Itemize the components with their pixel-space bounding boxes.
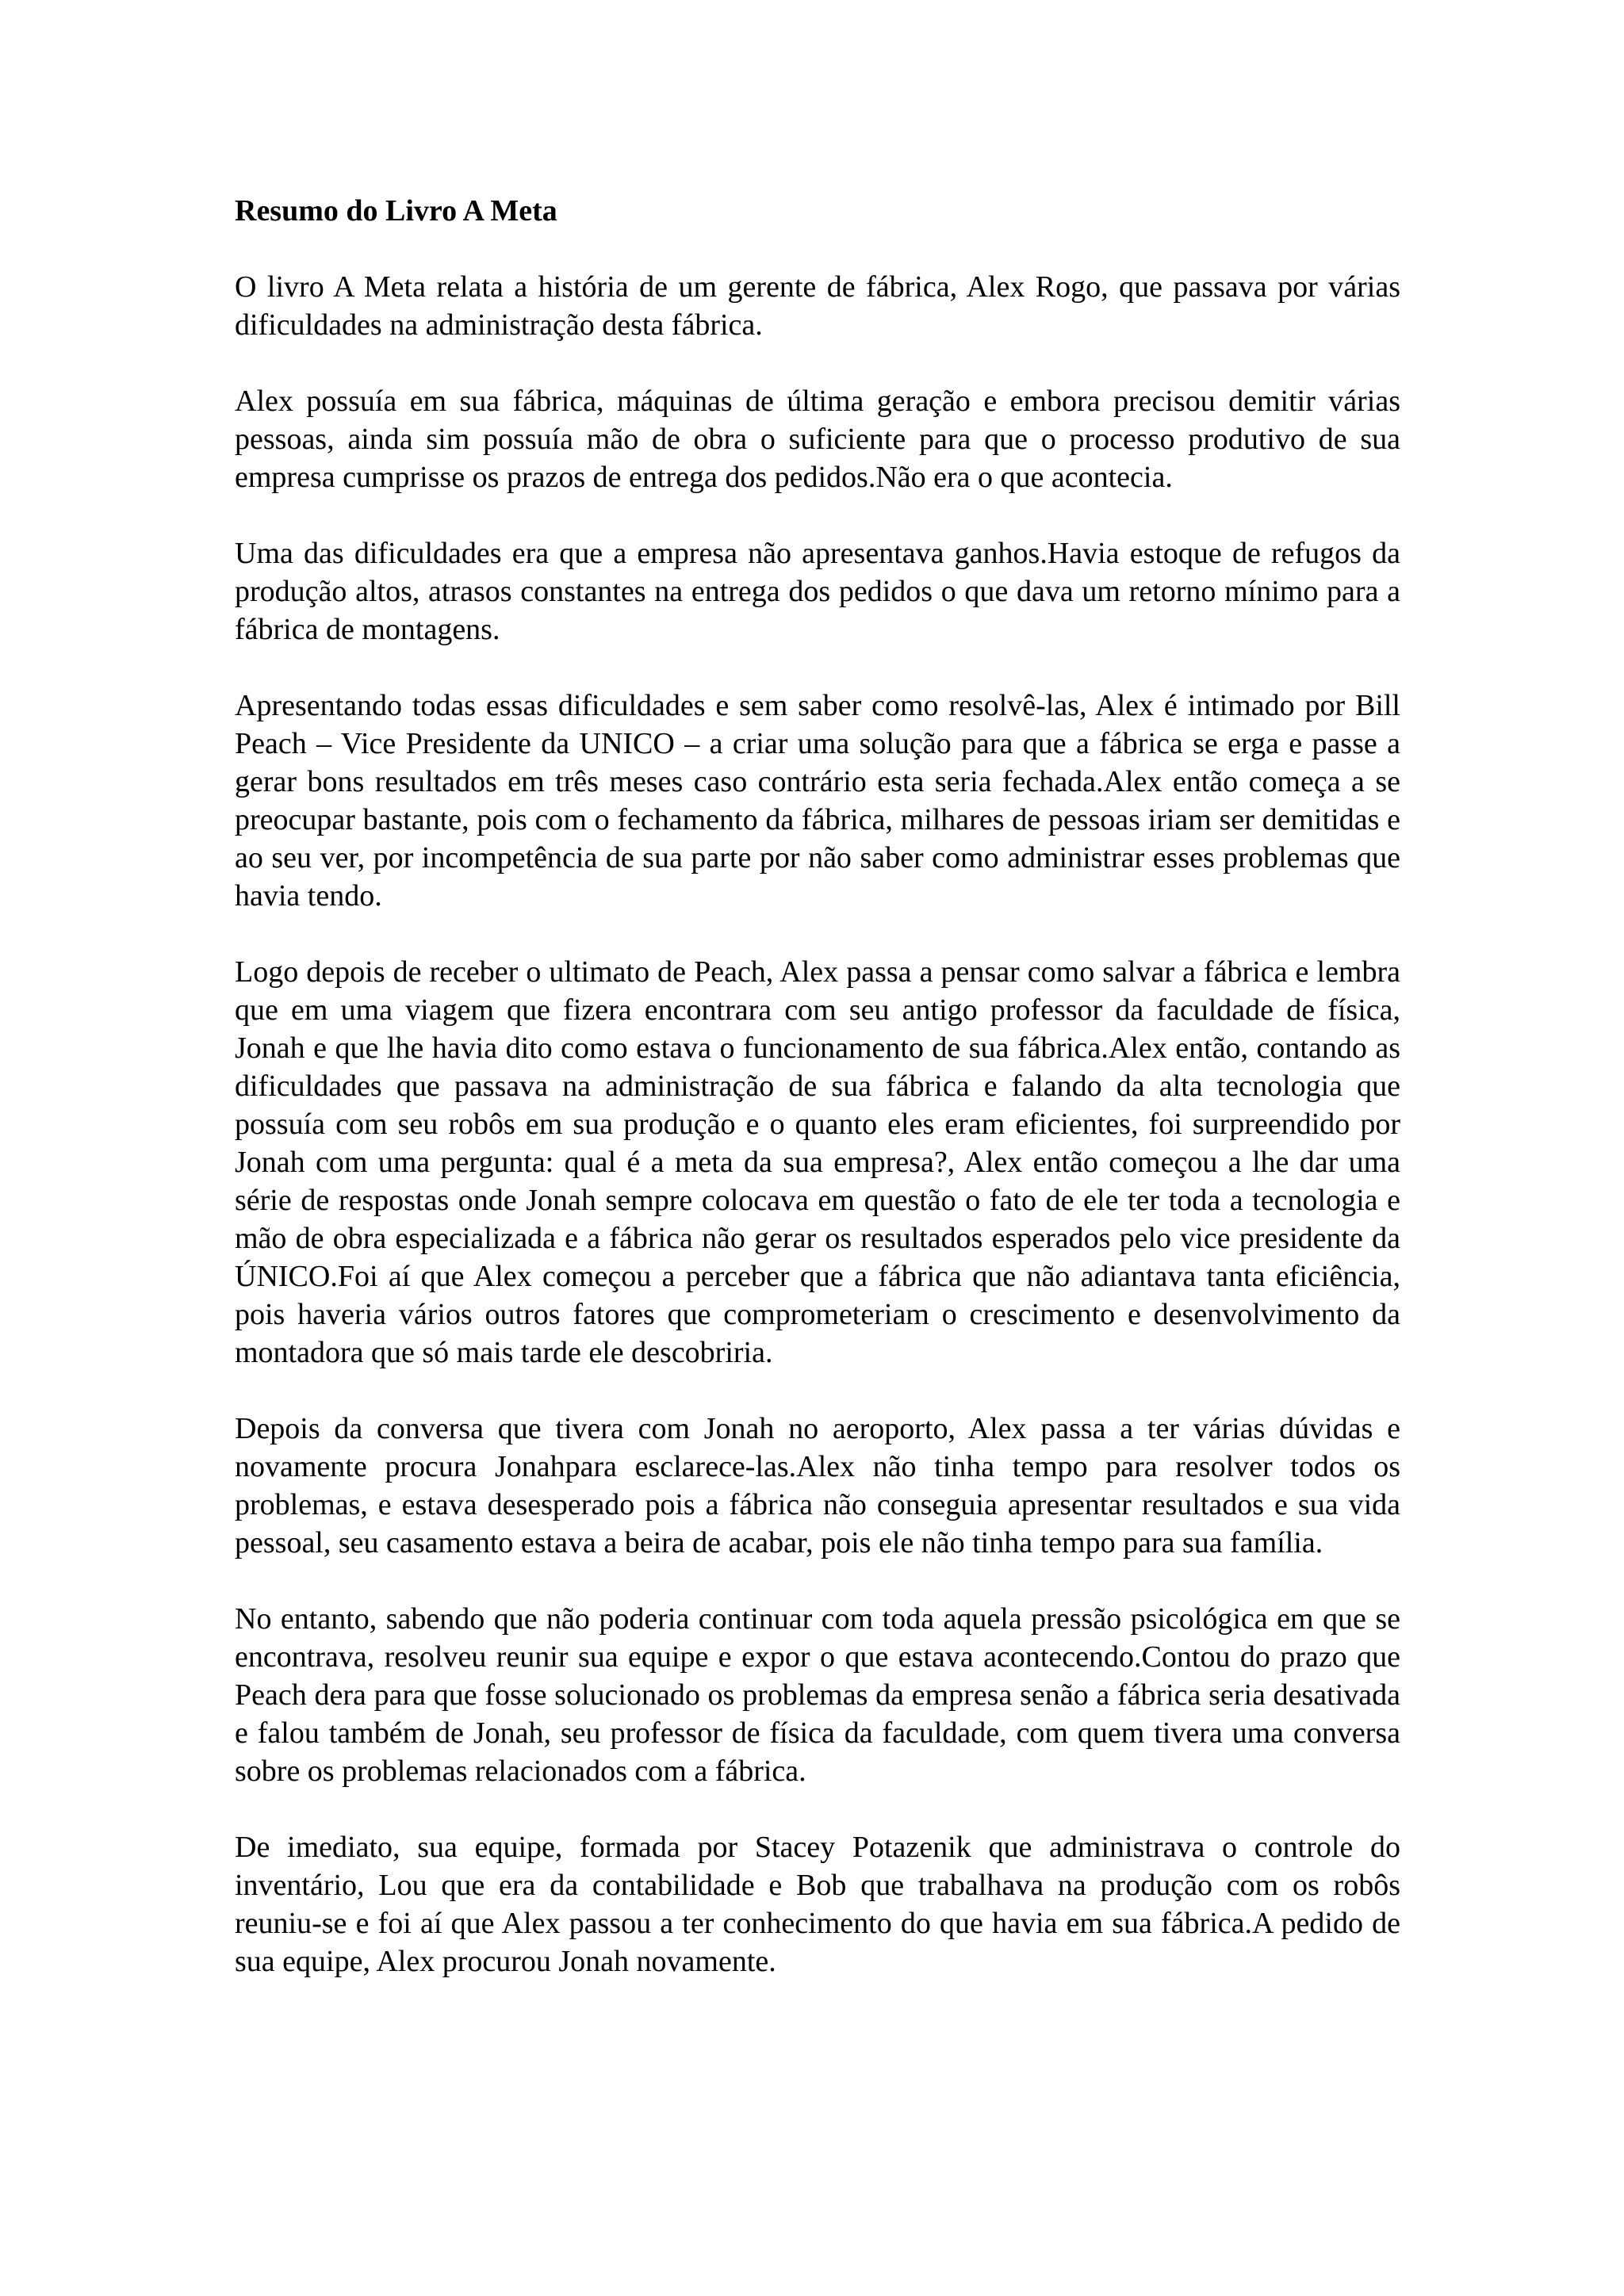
document-page (235, 192, 1400, 2019)
paragraph-8: De imediato, sua equipe, formada por Stacey Potazenik que administrava o controle do inventário, Lou que era da contabilidade e Bob que trabalhava na produção com os robôs reuniu-se e foi aí que Alex passou a ter conhecimento do que havia em sua fábrica.A pedido de sua equipe, Alex procurou Jonah novamente. (235, 1831, 1400, 1978)
document-title: Resumo do Livro A Meta (235, 194, 557, 228)
paragraph-2: Alex possuía em sua fábrica, máquinas de última geração e embora precisou demitir várias pessoas, ainda sim possuía mão de obra o suficiente para que o processo produtivo de sua empresa cumprisse os prazos de entrega dos pedidos.Não era o que acontecia. (235, 385, 1400, 494)
paragraph-3: Uma das dificuldades era que a empresa não apresentava ganhos.Havia estoque de refugos da produção altos, atrasos constantes na entrega dos pedidos o que dava um retorno mínimo para a fábrica de montagens. (235, 537, 1400, 646)
paragraph-4: Apresentando todas essas dificuldades e sem saber como resolvê-las, Alex é intimado por Bill Peach – Vice Presidente da UNICO – a criar uma solução para que a fábrica se erga e passe a gerar bons resultados em três meses caso contrário esta seria fechada.Alex então começa a se preocupar bastante, pois com o fechamento da fábrica, milhares de pessoas iriam ser demitidas e ao seu ver, por incompetência de sua parte por não saber como administrar esses problemas que havia tendo. (235, 689, 1400, 913)
paragraph-6: Depois da conversa que tivera com Jonah no aeroporto, Alex passa a ter várias dúvidas e novamente procura Jonahpara esclarece-las.Alex não tinha tempo para resolver todos os problemas, e estava desesperado pois a fábrica não conseguia apresentar resultados e sua vida pessoal, seu casamento estava a beira de acabar, pois ele não tinha tempo para sua família. (235, 1412, 1400, 1559)
paragraph-5: Logo depois de receber o ultimato de Peach, Alex passa a pensar como salvar a fábrica e lembra que em uma viagem que fizera encontrara com seu antigo professor da faculdade de física, Jonah e que lhe havia dito como estava o funcionamento de sua fábrica.Alex então, contando as dificuldades que passava na administração de sua fábrica e falando da alta tecnologia que possuía com seu robôs em sua produção e o quanto eles eram eficientes, foi surpreendido por Jonah com uma pergunta: qual é a meta da sua empresa?, Alex então começou a lhe dar uma série de respostas onde Jonah sempre colocava em questão o fato de ele ter toda a tecnologia e mão de obra especializada e a fábrica não gerar os resultados esperados pelo vice presidente da ÚNICO.Foi aí que Alex começou a perceber que a fábrica que não adiantava tanta eficiência, pois haveria vários outros fatores que comprometeriam o crescimento e desenvolvimento da montadora que só mais tarde ele descobriria. (235, 955, 1400, 1369)
paragraph-7: No entanto, sabendo que não poderia continuar com toda aquela pressão psicológica em que se encontrava, resolveu reunir sua equipe e expor o que estava acontecendo.Contou do prazo que Peach dera para que fosse solucionado os problemas da empresa senão a fábrica seria desativada e falou também de Jonah, seu professor de física da faculdade, com quem tivera uma conversa sobre os problemas relacionados com a fábrica. (235, 1602, 1400, 1788)
paragraph-1: O livro A Meta relata a história de um gerente de fábrica, Alex Rogo, que passava por várias dificuldades na administração desta fábrica. (235, 270, 1400, 342)
